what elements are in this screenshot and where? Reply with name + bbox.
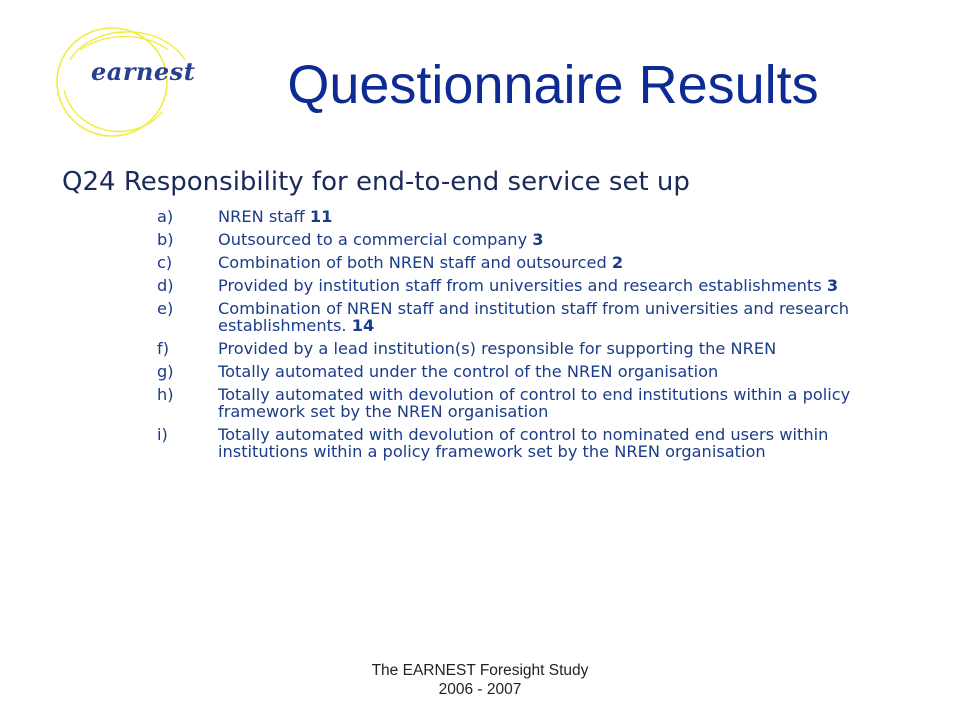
answer-item-c [157, 254, 897, 271]
answer-label: Totally automated with devolution of control to nominated end users within institutions within a policy framework set by the NREN organisation [218, 425, 829, 461]
answer-label: Provided by a lead institution(s) responsible for supporting the NREN [218, 339, 777, 358]
answer-text [218, 426, 897, 460]
answer-marker: e) [157, 299, 174, 318]
answer-item-a [157, 208, 897, 225]
answer-marker: b) [157, 230, 174, 249]
answer-marker: c) [157, 253, 173, 272]
footer-study-name: The EARNEST Foresight Study [371, 662, 589, 679]
answer-count: 14 [351, 316, 375, 335]
answer-marker: i) [157, 425, 168, 444]
answer-marker: d) [157, 276, 174, 295]
footer-years: 2006 - 2007 [438, 681, 522, 698]
answer-count: 3 [826, 276, 839, 295]
answer-count: 3 [532, 230, 544, 249]
answer-label: Combination of NREN staff and institution staff from universities and research establishments. [218, 299, 850, 335]
answer-text [218, 340, 897, 357]
answer-label: Combination of both NREN staff and outsourced [218, 253, 612, 272]
answer-marker: f) [157, 339, 170, 358]
answer-list [157, 208, 897, 466]
answer-label: Provided by institution staff from universities and research establishments [218, 276, 827, 295]
answer-count: 2 [611, 253, 624, 272]
question-heading: Q24 Responsibility for end-to-end service set up [62, 167, 690, 197]
logo-wordmark: earnest [91, 57, 196, 86]
answer-text [218, 300, 897, 334]
answer-item-i [157, 426, 897, 460]
answer-label: Totally automated under the control of the NREN organisation [218, 362, 719, 381]
answer-text [218, 208, 897, 225]
answer-label: Totally automated with devolution of control to end institutions within a policy framework set by the NREN organisation [218, 385, 851, 421]
answer-item-d [157, 277, 897, 294]
answer-text [218, 231, 897, 248]
answer-item-f [157, 340, 897, 357]
answer-item-h [157, 386, 897, 420]
answer-item-g [157, 363, 897, 380]
page-title: Questionnaire Results [287, 55, 819, 115]
answer-text [218, 254, 897, 271]
answer-count: 11 [309, 207, 333, 226]
answer-label: Outsourced to a commercial company [218, 230, 533, 249]
answer-marker: a) [157, 207, 174, 226]
answer-marker: g) [157, 362, 174, 381]
answer-text [218, 277, 897, 294]
answer-item-e [157, 300, 897, 334]
answer-label: NREN staff [218, 207, 310, 226]
answer-text [218, 386, 897, 420]
answer-text [218, 363, 897, 380]
answer-item-b [157, 231, 897, 248]
answer-marker: h) [157, 385, 174, 404]
slide-footer [0, 661, 960, 699]
